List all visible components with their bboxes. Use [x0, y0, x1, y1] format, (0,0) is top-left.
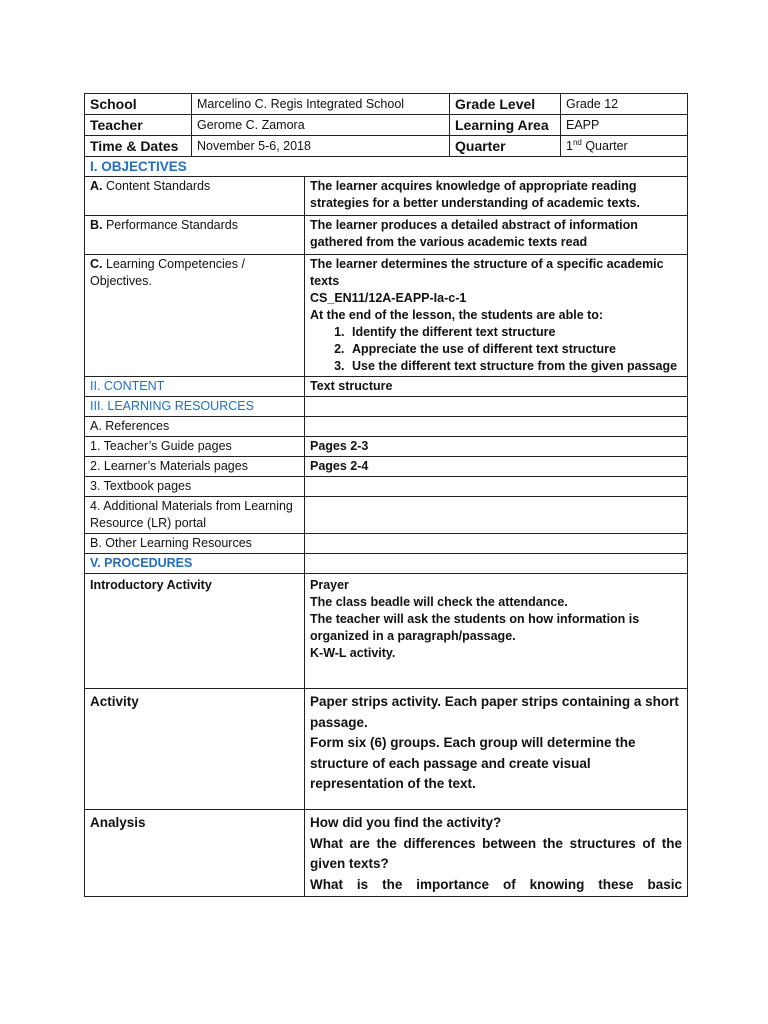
- competency-item: 1. Identify the different text structure: [348, 324, 682, 341]
- introductory-activity-value: [305, 574, 688, 689]
- introductory-activity-row: [85, 574, 688, 689]
- lesson-plan-table: [84, 93, 688, 897]
- performance-standards-row: [85, 216, 688, 255]
- competency-intro: At the end of the lesson, the students are able to:: [310, 308, 604, 322]
- content-standards-label: A. Content Standards: [85, 177, 305, 216]
- content-standards-value: The learner acquires knowledge of appropriate reading strategies for a better understanding of academic texts.: [305, 177, 688, 216]
- intro-line: Prayer: [310, 578, 349, 592]
- textbook-row: [85, 477, 688, 497]
- additional-materials-row: [85, 497, 688, 534]
- school-label: School: [85, 94, 192, 115]
- learners-materials-row: [85, 457, 688, 477]
- header-row-school: [85, 94, 688, 115]
- header-row-teacher: [85, 115, 688, 136]
- analysis-line: What is the importance of knowing these basic: [310, 876, 682, 892]
- performance-standards-value: The learner produces a detailed abstract of information gathered from the various academic texts read: [305, 216, 688, 255]
- analysis-label: Analysis: [85, 810, 305, 897]
- content-standards-row: [85, 177, 688, 216]
- activity-line: Paper strips activity. Each paper strips containing a short passage.: [310, 694, 679, 730]
- learning-area-label: Learning Area: [450, 115, 561, 136]
- other-resources-value: [305, 534, 688, 554]
- resources-heading: III. LEARNING RESOURCES: [85, 397, 305, 417]
- school-value: Marcelino C. Regis Integrated School: [192, 94, 450, 115]
- learning-area-value: EAPP: [561, 115, 688, 136]
- teacher-value: Gerome C. Zamora: [192, 115, 450, 136]
- quarter-value: 1nd Quarter: [561, 136, 688, 157]
- procedures-heading: V. PROCEDURES: [85, 554, 305, 574]
- references-row: [85, 417, 688, 437]
- additional-materials-label: 4. Additional Materials from Learning Resource (LR) portal: [85, 497, 305, 534]
- grade-level-label: Grade Level: [450, 94, 561, 115]
- learning-competencies-row: [85, 255, 688, 377]
- activity-line: Form six (6) groups. Each group will determine the structure of each passage and create visual representation of the text.: [310, 735, 636, 791]
- intro-line: The teacher will ask the students on how information is organized in a paragraph/passage.: [310, 612, 640, 643]
- grade-level-value: Grade 12: [561, 94, 688, 115]
- objectives-heading-row: [85, 157, 688, 177]
- procedures-heading-row: [85, 554, 688, 574]
- analysis-line: How did you find the activity?: [310, 815, 502, 830]
- analysis-row: [85, 810, 688, 897]
- competency-code: CS_EN11/12A-EAPP-Ia-c-1: [310, 291, 467, 305]
- competency-item: 2. Appreciate the use of different text structure: [348, 341, 682, 358]
- references-label: A. References: [85, 417, 305, 437]
- other-resources-label: B. Other Learning Resources: [85, 534, 305, 554]
- learning-competencies-label: C. Learning Competencies / Objectives.: [85, 255, 305, 377]
- teacher-label: Teacher: [85, 115, 192, 136]
- learners-materials-label: 2. Learner’s Materials pages: [85, 457, 305, 477]
- analysis-value: [305, 810, 688, 897]
- quarter-label: Quarter: [450, 136, 561, 157]
- performance-standards-label: B. Performance Standards: [85, 216, 305, 255]
- teachers-guide-label: 1. Teacher’s Guide pages: [85, 437, 305, 457]
- introductory-activity-label: Introductory Activity: [85, 574, 305, 689]
- additional-materials-value: [305, 497, 688, 534]
- other-resources-row: [85, 534, 688, 554]
- time-dates-value: November 5-6, 2018: [192, 136, 450, 157]
- content-heading: II. CONTENT: [85, 377, 305, 397]
- resources-heading-row: [85, 397, 688, 417]
- teachers-guide-row: [85, 437, 688, 457]
- procedures-heading-empty: [305, 554, 688, 574]
- references-value: [305, 417, 688, 437]
- content-row: [85, 377, 688, 397]
- content-value: Text structure: [305, 377, 688, 397]
- learners-materials-value: Pages 2-4: [305, 457, 688, 477]
- activity-row: [85, 689, 688, 810]
- competency-statement: The learner determines the structure of a specific academic texts: [310, 257, 664, 288]
- objectives-heading: I. OBJECTIVES: [85, 157, 688, 177]
- competency-list: [310, 324, 682, 375]
- activity-value: [305, 689, 688, 810]
- intro-line: The class beadle will check the attendance.: [310, 595, 568, 609]
- textbook-label: 3. Textbook pages: [85, 477, 305, 497]
- learning-competencies-value: [305, 255, 688, 377]
- textbook-value: [305, 477, 688, 497]
- lesson-plan-document: [84, 93, 687, 897]
- time-dates-label: Time & Dates: [85, 136, 192, 157]
- intro-line: K-W-L activity.: [310, 646, 396, 660]
- competency-item: 3. Use the different text structure from the given passage: [348, 358, 682, 375]
- analysis-line: What are the differences between the structures of the given texts?: [310, 835, 682, 871]
- activity-label: Activity: [85, 689, 305, 810]
- header-row-dates: [85, 136, 688, 157]
- teachers-guide-value: Pages 2-3: [305, 437, 688, 457]
- resources-heading-empty: [305, 397, 688, 417]
